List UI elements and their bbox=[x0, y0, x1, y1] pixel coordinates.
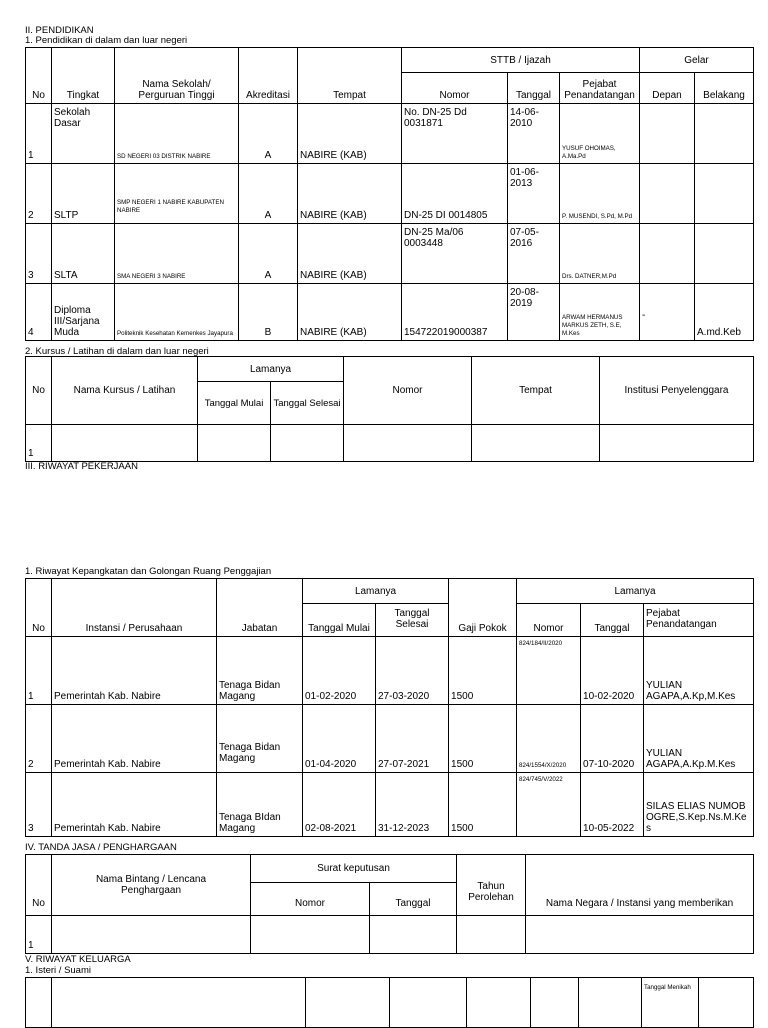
header-no: No bbox=[26, 855, 52, 916]
row-tanggal: 07-05-2016 bbox=[508, 224, 560, 284]
row-no: 1 bbox=[26, 637, 52, 705]
subsection-title-kepangkatan: 1. Riwayat Kepangkatan dan Golongan Ruang Penggajian bbox=[25, 566, 272, 577]
row-sekolah: Politeknik Kesehatan Kemenkes Jayapura bbox=[115, 284, 239, 341]
row-pejabat: Drs. DATNER,M.Pd bbox=[560, 224, 640, 284]
row-tingkat: SLTP bbox=[52, 164, 115, 224]
row-gaji: 1500 bbox=[449, 773, 517, 837]
section-title-pendidikan: II. PENDIDIKAN bbox=[25, 25, 94, 36]
header-depan: Depan bbox=[640, 73, 695, 104]
row-depan bbox=[640, 104, 695, 164]
row-tempat: NABIRE (KAB) bbox=[298, 224, 402, 284]
header-tanggal-selesai: Tanggal Selesai bbox=[376, 604, 449, 637]
row-instansi: Pemerintah Kab. Nabire bbox=[52, 705, 217, 773]
section-title-pekerjaan: III. RIWAYAT PEKERJAAN bbox=[25, 461, 138, 472]
row-depan: - bbox=[640, 284, 695, 341]
section-title-tanda-jasa: IV. TANDA JASA / PENGHARGAAN bbox=[25, 842, 177, 853]
header-tanggal-menikah: Tanggal Menikah bbox=[642, 978, 699, 1028]
header-akreditasi: Akreditasi bbox=[239, 48, 298, 104]
family-table bbox=[25, 977, 754, 1028]
row-belakang bbox=[695, 104, 754, 164]
course-table bbox=[25, 356, 754, 462]
header-nama-kursus: Nama Kursus / Latihan bbox=[52, 357, 198, 425]
row-no: 2 bbox=[26, 705, 52, 773]
row-akreditasi: A bbox=[239, 164, 298, 224]
header-tanggal: Tanggal bbox=[581, 604, 644, 637]
row-no: 3 bbox=[26, 773, 52, 837]
row-jabatan: Tenaga Bidan Magang bbox=[217, 705, 303, 773]
row-akreditasi: A bbox=[239, 224, 298, 284]
header-nomor: Nomor bbox=[402, 73, 508, 104]
row-sekolah: SMA NEGERI 3 NABIRE bbox=[115, 224, 239, 284]
row-jabatan: Tenaga BIdan Magang bbox=[217, 773, 303, 837]
header-gaji-pokok: Gaji Pokok bbox=[449, 579, 517, 637]
table-row bbox=[26, 425, 754, 462]
header-tempat: Tempat bbox=[298, 48, 402, 104]
header-jabatan: Jabatan bbox=[217, 579, 303, 637]
row-tanggal: 07-10-2020 bbox=[581, 705, 644, 773]
header-tanggal: Tanggal bbox=[370, 883, 457, 916]
table-row bbox=[26, 705, 754, 773]
header-no: No bbox=[26, 579, 52, 637]
table-row bbox=[26, 164, 754, 224]
row-nomor: No. DN-25 Dd 0031871 bbox=[402, 104, 508, 164]
row-no: 1 bbox=[26, 916, 52, 954]
row-belakang bbox=[695, 224, 754, 284]
header-instansi: Instansi / Perusahaan bbox=[52, 579, 217, 637]
header-lamanya-2: Lamanya bbox=[517, 579, 754, 604]
row-nomor: 824/745/V/2022 bbox=[517, 773, 581, 837]
header-pejabat: Pejabat Penandatangan bbox=[644, 604, 754, 637]
subsection-title-isteri-suami: 1. Isteri / Suami bbox=[25, 965, 91, 976]
header-nomor: Nomor bbox=[251, 883, 370, 916]
header-belakang: Belakang bbox=[695, 73, 754, 104]
row-tanggal-selesai: 27-07-2021 bbox=[376, 705, 449, 773]
header-no: No bbox=[26, 357, 52, 425]
row-depan bbox=[640, 164, 695, 224]
row-tanggal: 10-05-2022 bbox=[581, 773, 644, 837]
header-tanggal-selesai: Tanggal Selesai bbox=[271, 382, 344, 425]
row-tanggal: 10-02-2020 bbox=[581, 637, 644, 705]
row-nomor: 154722019000387 bbox=[402, 284, 508, 341]
subsection-title-kursus: 2. Kursus / Latihan di dalam dan luar negeri bbox=[25, 346, 209, 357]
row-belakang: A.md.Keb bbox=[695, 284, 754, 341]
row-tanggal-selesai: 31-12-2023 bbox=[376, 773, 449, 837]
row-pejabat: ARWAM HERMANUS MARKUS ZETH, S.E, M.Kes bbox=[560, 284, 640, 341]
header-negara: Nama Negara / Instansi yang memberikan bbox=[526, 855, 754, 916]
header-tanggal-mulai: Tanggal Mulai bbox=[198, 382, 271, 425]
header-sttb-ijazah: STTB / Ijazah bbox=[402, 48, 640, 73]
row-belakang bbox=[695, 164, 754, 224]
header-tahun: Tahun Perolehan bbox=[457, 855, 526, 916]
row-tingkat: Diploma III/Sarjana Muda bbox=[52, 284, 115, 341]
row-gaji: 1500 bbox=[449, 637, 517, 705]
header-surat-keputusan: Surat keputusan bbox=[251, 855, 457, 883]
header-tempat: Tempat bbox=[472, 357, 600, 425]
row-tanggal: 20-08-2019 bbox=[508, 284, 560, 341]
header-tanggal-mulai: Tanggal Mulai bbox=[303, 604, 376, 637]
award-table bbox=[25, 854, 754, 954]
row-depan bbox=[640, 224, 695, 284]
header-nomor: Nomor bbox=[344, 357, 472, 425]
row-pejabat: YULIAN AGAPA,A.Kp.M.Kes bbox=[644, 705, 754, 773]
table-row bbox=[26, 104, 754, 164]
table-row bbox=[26, 916, 754, 954]
row-tanggal: 01-06-2013 bbox=[508, 164, 560, 224]
header-tanggal: Tanggal bbox=[508, 73, 560, 104]
row-gaji: 1500 bbox=[449, 705, 517, 773]
header-lamanya: Lamanya bbox=[198, 357, 344, 382]
row-sekolah: SMP NEGERI 1 NABIRE KABUPATEN NABIRE bbox=[115, 164, 239, 224]
row-tingkat: Sekolah Dasar bbox=[52, 104, 115, 164]
row-pejabat: YUSUF OHOIMAS, A.Ma.Pd bbox=[560, 104, 640, 164]
row-tempat: NABIRE (KAB) bbox=[298, 284, 402, 341]
header-tingkat: Tingkat bbox=[52, 48, 115, 104]
subsection-title-pendidikan: 1. Pendidikan di dalam dan luar negeri bbox=[25, 35, 188, 46]
row-no: 2 bbox=[26, 164, 52, 224]
row-akreditasi: B bbox=[239, 284, 298, 341]
header-nomor: Nomor bbox=[517, 604, 581, 637]
row-instansi: Pemerintah Kab. Nabire bbox=[52, 773, 217, 837]
table-row bbox=[26, 637, 754, 705]
row-tingkat: SLTA bbox=[52, 224, 115, 284]
header-institusi: Institusi Penyelenggara bbox=[600, 357, 754, 425]
row-tempat: NABIRE (KAB) bbox=[298, 164, 402, 224]
table-row bbox=[26, 284, 754, 341]
row-no: 1 bbox=[26, 104, 52, 164]
table-row bbox=[26, 224, 754, 284]
row-nomor: DN-25 Ma/06 0003448 bbox=[402, 224, 508, 284]
row-nomor: 824/184/II/2020 bbox=[517, 637, 581, 705]
row-pejabat: YULIAN AGAPA,A.Kp,M.Kes bbox=[644, 637, 754, 705]
row-jabatan: Tenaga Bidan Magang bbox=[217, 637, 303, 705]
table-row bbox=[26, 773, 754, 837]
header-no: No bbox=[26, 48, 52, 104]
row-tanggal: 14-06-2010 bbox=[508, 104, 560, 164]
row-nomor: DN-25 DI 0014805 bbox=[402, 164, 508, 224]
row-tanggal-selesai: 27-03-2020 bbox=[376, 637, 449, 705]
row-tempat: NABIRE (KAB) bbox=[298, 104, 402, 164]
header-gelar: Gelar bbox=[640, 48, 754, 73]
header-nama-bintang: Nama Bintang / Lencana Penghargaan bbox=[52, 855, 251, 916]
row-instansi: Pemerintah Kab. Nabire bbox=[52, 637, 217, 705]
row-tanggal-mulai: 01-02-2020 bbox=[303, 637, 376, 705]
row-pejabat: SILAS ELIAS NUMOBOGRE,S.Kep.Ns.M.Kes bbox=[644, 773, 754, 837]
row-pejabat: P. MUSENDI, S.Pd, M.Pd bbox=[560, 164, 640, 224]
header-nama-sekolah: Nama Sekolah/ Perguruan Tinggi bbox=[115, 48, 239, 104]
education-table bbox=[25, 47, 754, 341]
employment-table bbox=[25, 578, 754, 837]
row-no: 4 bbox=[26, 284, 52, 341]
row-sekolah: SD NEGERI 03 DISTRIK NABIRE bbox=[115, 104, 239, 164]
section-title-keluarga: V. RIWAYAT KELUARGA bbox=[25, 954, 131, 965]
header-pejabat: Pejabat Penandatangan bbox=[560, 73, 640, 104]
row-tanggal-mulai: 01-04-2020 bbox=[303, 705, 376, 773]
row-tanggal-mulai: 02-08-2021 bbox=[303, 773, 376, 837]
row-nomor: 824/1554/X/2020 bbox=[517, 705, 581, 773]
row-no: 3 bbox=[26, 224, 52, 284]
row-akreditasi: A bbox=[239, 104, 298, 164]
header-lamanya: Lamanya bbox=[303, 579, 449, 604]
row-no: 1 bbox=[26, 425, 52, 462]
